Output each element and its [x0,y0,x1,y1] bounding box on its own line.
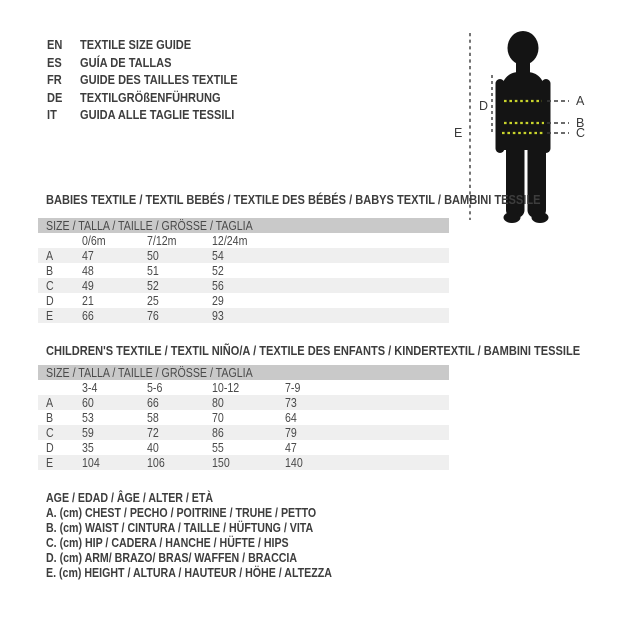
table-cell: 106 [147,455,165,470]
language-code: IT [47,107,57,123]
table-cell: 150 [212,455,230,470]
silhouette-left-arm [496,79,505,153]
table-cell: 140 [285,455,303,470]
table-cell: 58 [147,410,159,425]
table-row [38,440,449,455]
table-cell: 47 [82,248,94,263]
table-row [38,395,449,410]
table-cell: 80 [212,395,224,410]
table-row [38,455,449,470]
silhouette-left-foot [504,212,521,223]
table-cell: 56 [212,278,224,293]
table-cell: 53 [82,410,94,425]
language-code: FR [47,72,62,88]
silhouette-right-foot [532,212,549,223]
row-label: C [46,278,54,293]
size-header-bar [38,218,449,233]
row-label: B [46,410,54,425]
row-label: D [46,440,54,455]
table-cell: 76 [147,308,159,323]
column-header: 0/6m [82,233,106,248]
table-cell: 49 [82,278,94,293]
language-row-de [47,89,265,107]
language-code: EN [47,37,63,52]
size-header-label: SIZE / TALLA / TAILLE / GRÖSSE / TAGLIA [46,218,253,233]
legend-chest-line: A. (cm) CHEST / PECHO / POITRINE / TRUHE / PETTO [46,506,317,520]
table-cell: 72 [147,425,159,440]
babies-section-title: BABIES TEXTILE / TEXTIL BEBÉS / TEXTILE DES BÉBÉS / BABYS TEXTIL / BAMBINI TESSILE [46,192,541,207]
row-label: A [46,248,54,263]
table-cell: 54 [212,248,224,263]
table-cell: 55 [212,440,224,455]
table-cell: 93 [212,308,224,323]
language-label: TEXTILE SIZE GUIDE [80,37,192,52]
babies-column-header-row [38,233,449,248]
column-header: 12/24m [212,233,248,248]
language-label: GUÍA DE TALLAS [80,54,172,70]
waist-label: B [576,116,585,130]
table-row [38,308,449,323]
table-cell: 48 [82,263,94,278]
table-cell: 66 [82,308,94,323]
table-cell: 64 [285,410,297,425]
table-cell: 79 [285,425,297,440]
babies-size-table [38,218,449,323]
chest-label: A [576,94,585,108]
children-size-table [38,365,449,470]
column-header: 7-9 [285,380,301,395]
table-cell: 47 [285,440,297,455]
legend-height-line: E. (cm) HEIGHT / ALTURA / HAUTEUR / HÖHE / ALTEZZA [46,566,332,580]
language-label: GUIDE DES TAILLES TEXTILE [80,72,238,88]
size-header-bar [38,365,449,380]
silhouette-head [508,31,539,65]
column-header: 10-12 [212,380,240,395]
children-section-title: CHILDREN'S TEXTILE / TEXTIL NIÑO/A / TEXTILE DES ENFANTS / KINDERTEXTIL / BAMBINI TESSILE [46,343,581,358]
table-row [38,410,449,425]
language-label: GUIDA ALLE TAGLIE TESSILI [80,107,235,123]
height-label: E [454,126,463,140]
language-row-it [47,106,265,124]
measurement-legend [46,491,382,581]
size-header-label: SIZE / TALLA / TAILLE / GRÖSSE / TAGLIA [46,365,253,380]
table-cell: 73 [285,395,297,410]
table-row [38,425,449,440]
table-cell: 86 [212,425,224,440]
row-label: D [46,293,54,308]
table-cell: 52 [212,263,224,278]
table-cell: 70 [212,410,224,425]
table-cell: 51 [147,263,159,278]
table-cell: 25 [147,293,159,308]
table-cell: 21 [82,293,94,308]
column-header: 7/12m [147,233,177,248]
table-cell: 66 [147,395,159,410]
row-label: E [46,308,54,323]
table-row [38,248,449,263]
table-cell: 29 [212,293,224,308]
language-code: ES [47,54,62,70]
children-column-header-row [38,380,449,395]
table-row [38,278,449,293]
row-label: B [46,263,54,278]
language-row-en [47,36,265,54]
table-cell: 60 [82,395,94,410]
table-row [38,263,449,278]
legend-arm-line: D. (cm) ARM/ BRAZO/ BRAS/ WAFFEN / BRACCIA [46,551,298,565]
table-cell: 50 [147,248,159,263]
column-header: 5-6 [147,380,163,395]
table-cell: 40 [147,440,159,455]
table-cell: 35 [82,440,94,455]
table-cell: 104 [82,455,100,470]
language-row-es [47,54,265,72]
row-label: C [46,425,54,440]
legend-age-line: AGE / EDAD / ÂGE / ALTER / ETÀ [46,491,214,505]
language-label: TEXTILGRÖßENFÜHRUNG [80,89,221,105]
arm-label: D [479,99,489,113]
table-row [38,293,449,308]
table-cell: 52 [147,278,159,293]
language-row-fr [47,71,265,89]
row-label: E [46,455,54,470]
legend-waist-line: B. (cm) WAIST / CINTURA / TAILLE / HÜFTUNG / VITA [46,521,314,535]
column-header: 3-4 [82,380,98,395]
hip-label: C [576,126,586,140]
row-label: A [46,395,54,410]
legend-hip-line: C. (cm) HIP / CADERA / HANCHE / HÜFTE / HIPS [46,536,289,550]
language-list [47,36,265,124]
language-code: DE [47,89,63,105]
table-cell: 59 [82,425,94,440]
